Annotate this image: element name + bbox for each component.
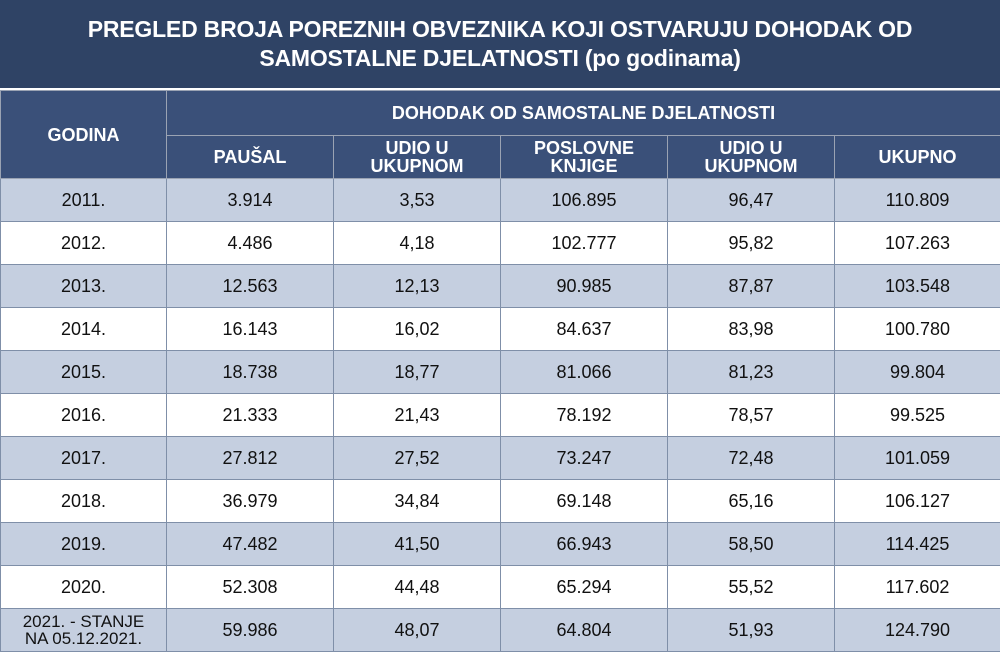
header-books (501, 136, 668, 179)
header-books-line-1: POSLOVNE (505, 139, 663, 157)
cell-total: 99.804 (835, 351, 1000, 394)
table-row (1, 437, 1000, 480)
cell-share-pausal: 27,52 (334, 437, 501, 480)
cell-share-books: 81,23 (668, 351, 835, 394)
table-row (1, 179, 1000, 222)
cell-pausal: 3.914 (167, 179, 334, 222)
title-line-2: SAMOSTALNE DJELATNOSTI (po godinama) (259, 44, 740, 73)
table-row (1, 265, 1000, 308)
cell-year: 2013. (1, 265, 167, 308)
cell-year: 2017. (1, 437, 167, 480)
cell-share-books: 96,47 (668, 179, 835, 222)
table-row (1, 394, 1000, 437)
cell-books: 66.943 (501, 523, 668, 566)
table-row (1, 523, 1000, 566)
header-books-line-2: KNJIGE (505, 157, 663, 175)
header-share-pausal-line-2: UKUPNOM (338, 157, 496, 175)
header-group: DOHODAK OD SAMOSTALNE DJELATNOSTI (167, 91, 1000, 136)
cell-year: 2014. (1, 308, 167, 351)
cell-pausal: 18.738 (167, 351, 334, 394)
cell-share-pausal: 18,77 (334, 351, 501, 394)
cell-total: 100.780 (835, 308, 1000, 351)
cell-books: 90.985 (501, 265, 668, 308)
cell-pausal: 36.979 (167, 480, 334, 523)
cell-total: 110.809 (835, 179, 1000, 222)
cell-pausal: 4.486 (167, 222, 334, 265)
cell-books: 84.637 (501, 308, 668, 351)
cell-year-line-2: NA 05.12.2021. (1, 630, 166, 647)
header-share-books (668, 136, 835, 179)
cell-share-pausal: 44,48 (334, 566, 501, 609)
cell-books: 106.895 (501, 179, 668, 222)
cell-books: 65.294 (501, 566, 668, 609)
cell-share-books: 87,87 (668, 265, 835, 308)
cell-share-books: 95,82 (668, 222, 835, 265)
table-row (1, 566, 1000, 609)
cell-total: 99.525 (835, 394, 1000, 437)
title-line-1: PREGLED BROJA POREZNIH OBVEZNIKA KOJI OSTVARUJU DOHODAK OD (88, 15, 913, 44)
cell-pausal: 12.563 (167, 265, 334, 308)
cell-year (1, 609, 167, 652)
header-share-pausal-line-1: UDIO U (338, 139, 496, 157)
data-table (0, 90, 1000, 652)
table-title (0, 0, 1000, 90)
header-share-books-line-2: UKUPNOM (672, 157, 830, 175)
table-body (1, 179, 1000, 652)
cell-share-books: 55,52 (668, 566, 835, 609)
cell-books: 102.777 (501, 222, 668, 265)
cell-total: 114.425 (835, 523, 1000, 566)
cell-year: 2015. (1, 351, 167, 394)
cell-year: 2011. (1, 179, 167, 222)
table-row (1, 308, 1000, 351)
cell-books: 64.804 (501, 609, 668, 652)
table-row (1, 351, 1000, 394)
cell-share-books: 78,57 (668, 394, 835, 437)
cell-share-pausal: 34,84 (334, 480, 501, 523)
cell-share-pausal: 3,53 (334, 179, 501, 222)
cell-share-pausal: 12,13 (334, 265, 501, 308)
header-pausal: PAUŠAL (167, 136, 334, 179)
header-share-books-line-1: UDIO U (672, 139, 830, 157)
cell-total: 101.059 (835, 437, 1000, 480)
cell-pausal: 27.812 (167, 437, 334, 480)
table-row (1, 480, 1000, 523)
cell-pausal: 59.986 (167, 609, 334, 652)
cell-books: 81.066 (501, 351, 668, 394)
cell-books: 73.247 (501, 437, 668, 480)
cell-total: 103.548 (835, 265, 1000, 308)
cell-share-books: 58,50 (668, 523, 835, 566)
cell-share-books: 65,16 (668, 480, 835, 523)
cell-share-pausal: 21,43 (334, 394, 501, 437)
table-row (1, 609, 1000, 652)
cell-books: 69.148 (501, 480, 668, 523)
cell-pausal: 47.482 (167, 523, 334, 566)
cell-year: 2020. (1, 566, 167, 609)
cell-total: 124.790 (835, 609, 1000, 652)
cell-pausal: 21.333 (167, 394, 334, 437)
table-row (1, 222, 1000, 265)
cell-year: 2012. (1, 222, 167, 265)
header-total: UKUPNO (835, 136, 1000, 179)
cell-share-pausal: 16,02 (334, 308, 501, 351)
cell-year-line-1: 2021. - STANJE (1, 613, 166, 630)
cell-share-pausal: 48,07 (334, 609, 501, 652)
cell-pausal: 52.308 (167, 566, 334, 609)
cell-year: 2016. (1, 394, 167, 437)
cell-share-books: 72,48 (668, 437, 835, 480)
cell-total: 107.263 (835, 222, 1000, 265)
cell-share-pausal: 4,18 (334, 222, 501, 265)
cell-total: 117.602 (835, 566, 1000, 609)
cell-share-pausal: 41,50 (334, 523, 501, 566)
header-year: GODINA (1, 91, 167, 179)
cell-share-books: 51,93 (668, 609, 835, 652)
cell-pausal: 16.143 (167, 308, 334, 351)
cell-total: 106.127 (835, 480, 1000, 523)
cell-books: 78.192 (501, 394, 668, 437)
cell-year: 2019. (1, 523, 167, 566)
header-share-pausal (334, 136, 501, 179)
cell-share-books: 83,98 (668, 308, 835, 351)
cell-year: 2018. (1, 480, 167, 523)
